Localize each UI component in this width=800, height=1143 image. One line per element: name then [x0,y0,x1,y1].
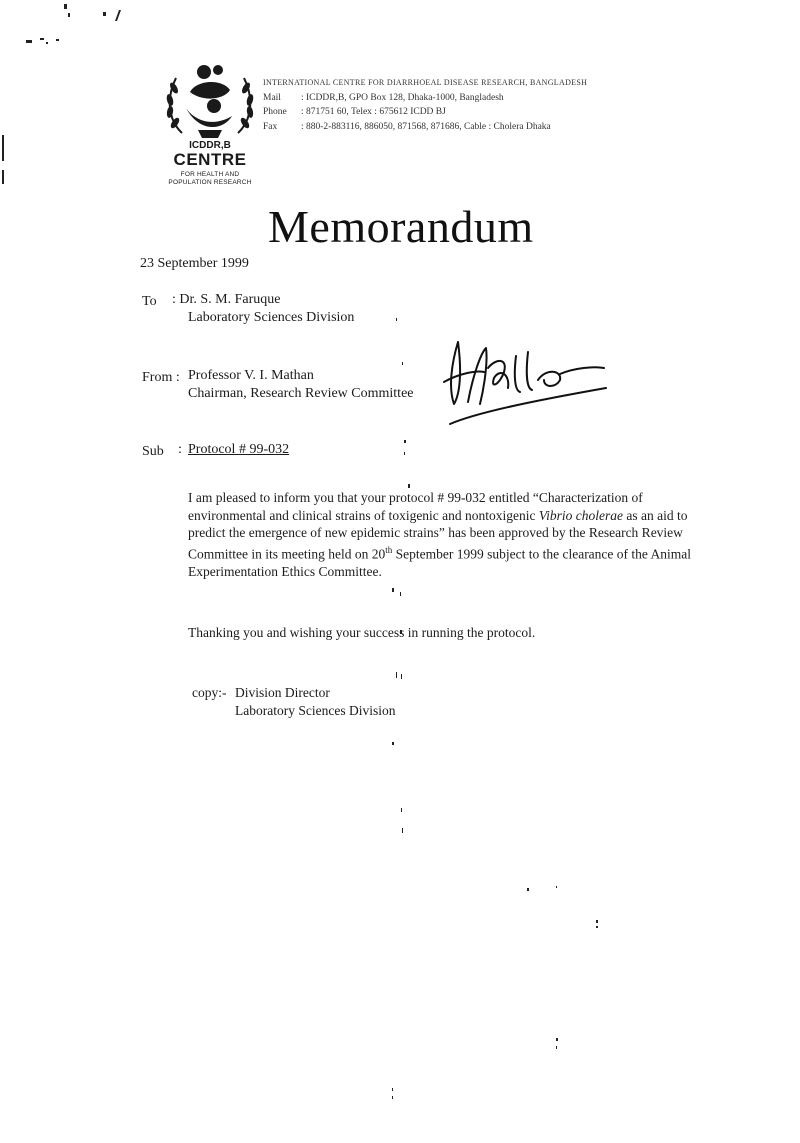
phone-line [263,105,653,120]
document-title: Memorandum [268,201,534,252]
mail-value: : ICDDR,B, GPO Box 128, Dhaka-1000, Bangladesh [301,92,504,103]
centre-word: CENTRE [173,150,247,169]
memo-date: 23 September 1999 [140,256,249,271]
to-label: To [142,294,157,309]
closing-line: Thanking you and wishing your success in running the protocol. [188,625,536,640]
subject-value: Protocol # 99-032 [188,442,290,457]
centre-subtitle-1: FOR HEALTH AND [180,171,240,178]
signature [428,332,610,432]
fax-value: : 880-2-883116, 886050, 871568, 871686, Cable : Cholera Dhaka [301,121,551,132]
copy-recipient: Division Director [235,685,330,700]
body-italic-cholerae: cholerae [575,507,624,523]
body-superscript: th [385,544,393,555]
from-name: Professor V. I. Mathan [188,368,314,383]
organization-name: INTERNATIONAL CENTRE FOR DIARRHOEAL DISEASE RESEARCH, BANGLADESH [263,78,588,87]
fax-label: Fax [263,121,278,132]
subject-colon: : [178,442,182,457]
phone-value: : 871751 60, Telex : 675612 ICDD BJ [301,107,446,117]
from-position: Chairman, Research Review Committee [188,386,414,401]
body-paragraph [188,489,703,580]
to-division: Laboratory Sciences Division [188,310,355,325]
from-label: From : [142,370,180,385]
subject-label: Sub [142,444,164,459]
copy-division: Laboratory Sciences Division [235,703,396,718]
body-part-3: September 1999 subject to the clearance of the Animal Experimentation Ethics Committee. [188,546,692,579]
icddrb-logo [160,58,260,190]
body-part-2: as an aid to predict the emergence of new epidemic strains” has been approved by the Research Review Committee in its meeting held on 20 [188,507,688,561]
letterhead-address [263,76,653,134]
icddrb-emblem [160,58,260,150]
mail-line [263,91,653,106]
centre-subtitle-2: POPULATION RESEARCH [168,179,252,186]
to-name: : Dr. S. M. Faruque [172,292,281,307]
phone-label: Phone [263,107,287,117]
logo-text: ICDDR,B [189,140,231,150]
body-italic-vibrio: Vibrio [538,507,573,523]
fax-line [263,120,653,135]
body-part-1: I am pleased to inform you that your protocol # 99-032 entitled “Characterization of environmental and clinical strains of toxigenic and nontoxigenic [188,490,643,523]
mail-label: Mail [263,92,281,103]
copy-label: copy:- [192,685,227,700]
